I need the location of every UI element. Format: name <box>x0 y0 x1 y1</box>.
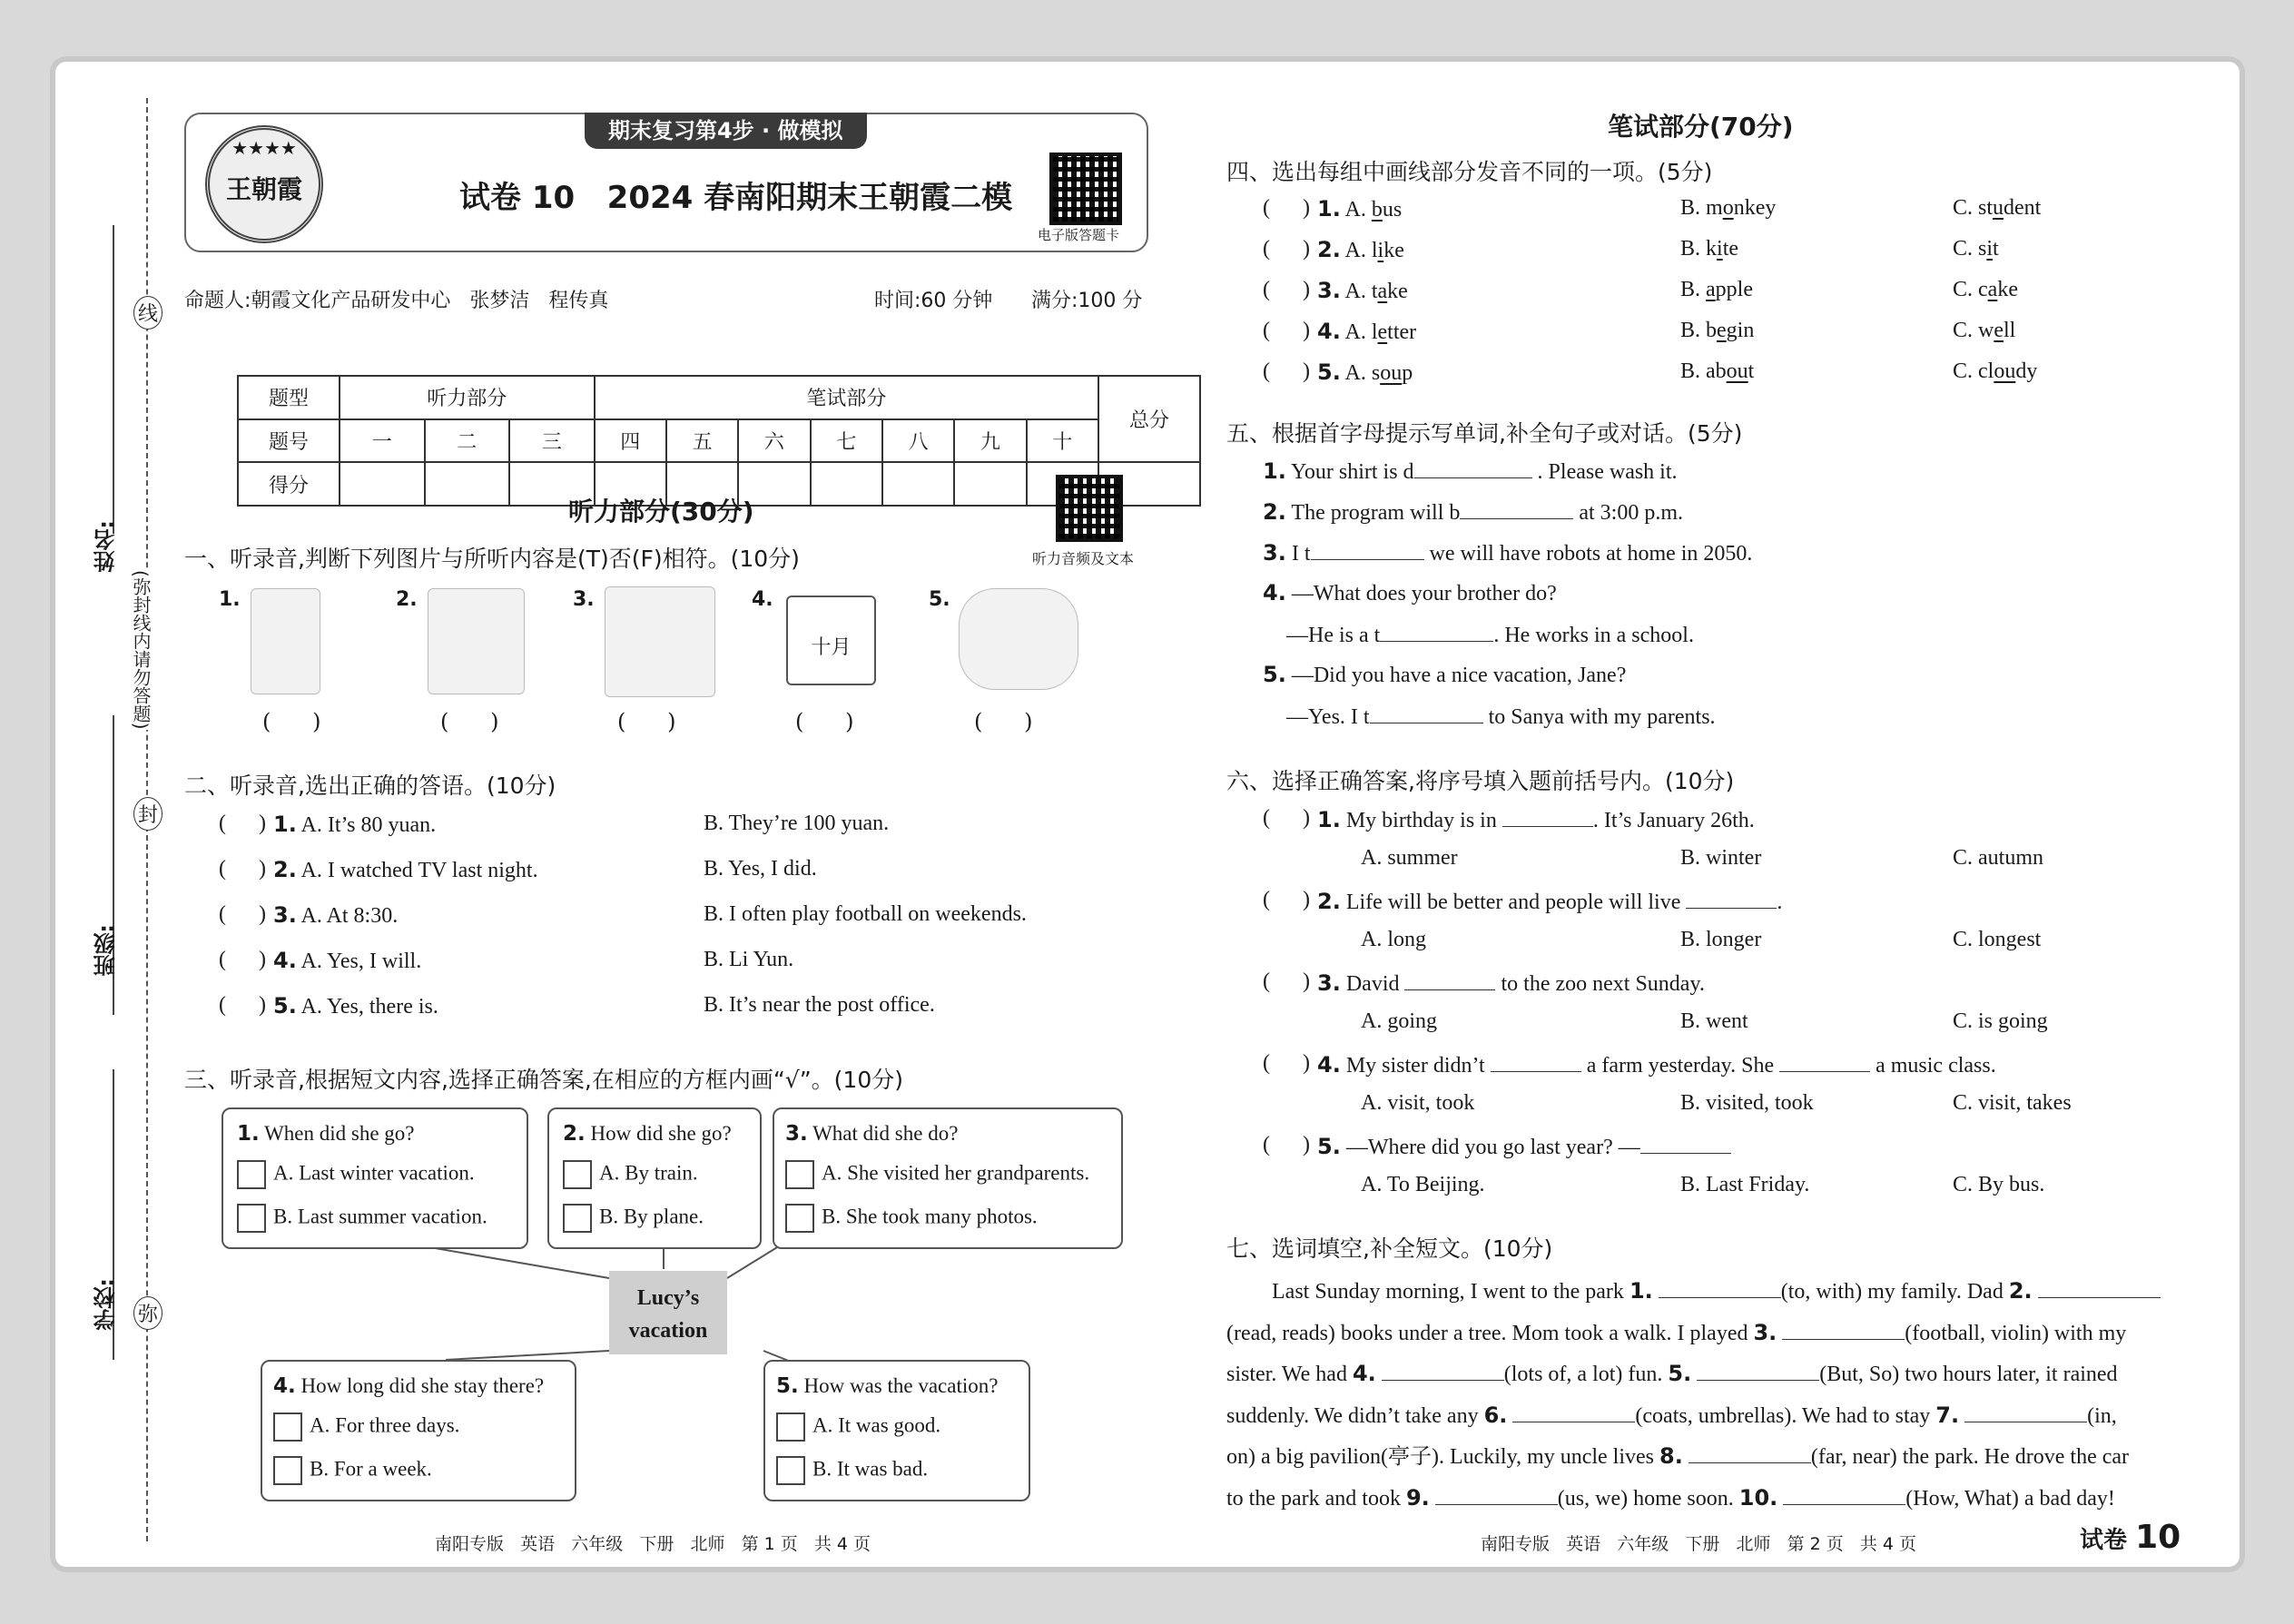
question-box <box>763 1360 1030 1501</box>
option-a: A. It was good. <box>812 1413 941 1437</box>
mc-question: ( ) 5. —Where did you go last year? — A. To Beijing. B. Last Friday. C. By bus. <box>1263 1133 2045 1196</box>
footer-right: 南阳专版 英语 六年级 下册 北师 第 2 页 共 4 页 <box>1481 1534 1917 1554</box>
q-number: 1. <box>273 812 297 837</box>
option-a: A. visit, took <box>1361 1091 1475 1115</box>
question-text: How did she go? <box>590 1122 732 1145</box>
calendar-month: 十月 <box>811 636 852 659</box>
option-b: B. I often play football on weekends. <box>704 902 1027 926</box>
answer-paren[interactable]: ( ) <box>1263 278 1310 301</box>
seal-line-char: 线 <box>133 296 162 330</box>
section2-heading: 二、听录音,选出正确的答语。(10分) <box>184 773 556 799</box>
q-number: 3. <box>785 1122 808 1146</box>
q-number: 4. <box>1317 319 1341 344</box>
picture-number: 5. <box>929 588 950 611</box>
logo-text: 王朝霞 <box>225 174 302 204</box>
section3-heading: 三、听录音,根据短文内容,选择正确答案,在相应的方框内画“√”。(10分) <box>184 1067 903 1093</box>
fill-line: —He is a t . He works in a school. <box>1263 621 2171 662</box>
score-table-score-label: 得分 <box>238 462 340 506</box>
option-a: A. Yes, I will. <box>300 950 422 973</box>
option-c: C. well <box>1953 319 2016 342</box>
picture-number: 1. <box>219 588 241 611</box>
cloze-line: Last Sunday morning, I went to the park 1. (to, with) my family. Dad 2. <box>1226 1271 2234 1313</box>
option-c: C. student <box>1953 196 2042 220</box>
phonics-row <box>1263 278 2225 319</box>
score-table-number-label: 题号 <box>238 419 340 463</box>
picture-number: 2. <box>396 588 418 611</box>
brand-logo: ★★★★ 王朝霞 <box>205 125 323 243</box>
score-table-number: 七 <box>811 419 882 463</box>
fill-line: —Yes. I t to Sanya with my parents. <box>1263 703 2171 743</box>
class-label: 班级: <box>94 924 119 977</box>
cloze-line: suddenly. We didn’t take any 6. (coats, umbrellas). We had to stay 7. (in, <box>1226 1402 2117 1428</box>
q-number: 4. <box>273 948 297 973</box>
answer-blank[interactable] <box>1311 539 1424 560</box>
option-b: B. Last Friday. <box>1680 1173 1810 1196</box>
section5-heading: 五、根据首字母提示写单词,补全句子或对话。(5分) <box>1226 420 1743 447</box>
score-table-number: 一 <box>340 419 425 463</box>
answer-paren[interactable]: ( ) <box>219 948 266 971</box>
answer-paren[interactable]: ( ) <box>617 709 676 734</box>
option-b: B. monkey <box>1680 196 1777 220</box>
question-box <box>261 1360 576 1501</box>
answer-blank[interactable] <box>1435 1484 1558 1505</box>
audio-qr-label: 听力音频及文本 <box>1032 550 1135 567</box>
answer-blank[interactable] <box>1491 1051 1581 1072</box>
option-a: A. summer <box>1361 846 1458 870</box>
score-table-writing-header: 笔试部分 <box>595 376 1098 419</box>
question-text: How long did she stay there? <box>300 1374 545 1397</box>
cloze-line: to the park and took 9. (us, we) home soon. 10. (How, What) a bad day! <box>1226 1484 2115 1511</box>
cloze-line: on) a big pavilion(亭子). Luckily, my uncle lives 8. (far, near) the park. He drove the car <box>1226 1443 2130 1469</box>
answer-paren[interactable]: ( ) <box>1263 237 1310 261</box>
answer-checkbox[interactable] <box>785 1204 814 1233</box>
option-c: C. longest <box>1953 928 2042 951</box>
q-number: 2. <box>1317 237 1341 262</box>
answer-blank[interactable] <box>1689 1442 1811 1463</box>
option-c: C. sit <box>1953 237 1999 261</box>
option-b: B. apple <box>1680 278 1753 301</box>
q-number: 2. <box>273 857 297 882</box>
option-b: B. begin <box>1680 319 1755 342</box>
option-a: A. At 8:30. <box>300 904 399 928</box>
option-b: B. Li Yun. <box>704 948 794 971</box>
exam-title: 试卷 10 2024 春南阳期末王朝霞二模 <box>459 180 1013 216</box>
section5-list <box>1263 458 2171 743</box>
seal-note: (弥封线内请勿答题) <box>128 570 154 730</box>
option-b: B. went <box>1680 1009 1748 1033</box>
fill-line: 5. —Did you have a nice vacation, Jane? <box>1263 662 1627 687</box>
phonics-row <box>1263 196 2225 237</box>
cloze-line: (read, reads) books under a tree. Mom took a walk. I played 3. (football, violin) with my <box>1226 1319 2127 1345</box>
answer-paren[interactable]: ( ) <box>1263 319 1310 342</box>
score-table-number: 四 <box>595 419 666 463</box>
answer-paren[interactable]: ( ) <box>1263 969 1310 993</box>
option-a: A. letter <box>1344 320 1417 344</box>
exam-tag-label: 试卷 <box>2080 1527 2128 1554</box>
answer-paren[interactable]: ( ) <box>1263 806 1310 830</box>
answer-blank[interactable] <box>1382 1360 1504 1381</box>
option-b: B. Yes, I did. <box>704 857 817 881</box>
answer-checkbox[interactable] <box>237 1160 266 1189</box>
mc-question: ( ) 1. My birthday is in . It’s January 26th. A. summer B. winter C. autumn <box>1263 806 2043 870</box>
question-box <box>222 1107 528 1249</box>
option-a: A. I watched TV last night. <box>300 859 538 882</box>
answer-paren[interactable]: ( ) <box>1263 196 1310 220</box>
answer-paren[interactable]: ( ) <box>440 709 499 734</box>
answer-blank[interactable] <box>1783 1484 1905 1505</box>
answer-paren[interactable]: ( ) <box>219 902 266 926</box>
score-table-total-header: 总分 <box>1098 376 1200 462</box>
answer-checkbox[interactable] <box>563 1204 592 1233</box>
q-number: 4. <box>273 1374 296 1398</box>
phonics-row <box>1263 359 2225 400</box>
option-c: C. cake <box>1953 278 2018 301</box>
school-label: 学校: <box>94 1278 119 1331</box>
answer-paren[interactable]: ( ) <box>1263 1133 1310 1156</box>
question-box <box>547 1107 762 1249</box>
option-c: C. cloudy <box>1953 359 2038 383</box>
score-table-number: 八 <box>882 419 954 463</box>
section4-heading: 四、选出每组中画线部分发音不同的一项。(5分) <box>1226 159 1713 185</box>
fill-line: 3. I t we will have robots at home in 2050. <box>1263 540 1753 566</box>
answer-blank[interactable] <box>1697 1360 1819 1381</box>
answer-paren[interactable]: ( ) <box>219 812 266 835</box>
mc-question: ( ) 3. David to the zoo next Sunday. A. going B. went C. is going <box>1263 969 2048 1033</box>
answer-checkbox[interactable] <box>776 1412 805 1442</box>
score-table-number: 九 <box>954 419 1026 463</box>
option-b: B. winter <box>1680 846 1762 870</box>
answer-blank[interactable] <box>1512 1402 1635 1422</box>
cloze-line: sister. We had 4. (lots of, a lot) fun. 5. (But, So) two hours later, it rained <box>1226 1361 2118 1386</box>
answer-blank[interactable] <box>1779 1051 1870 1072</box>
writing-title: 笔试部分(70分) <box>1608 112 1794 142</box>
q-number: 5. <box>1317 359 1341 385</box>
exam-sheet <box>50 56 2245 1572</box>
option-c: C. autumn <box>1953 846 2043 870</box>
option-c: C. visit, takes <box>1953 1091 2072 1115</box>
option-a: A. take <box>1344 280 1408 303</box>
answer-card-qr-label: 电子版答题卡 <box>1038 227 1120 243</box>
score-table-type-header: 题型 <box>238 376 340 419</box>
answer-checkbox[interactable] <box>563 1160 592 1189</box>
answer-blank[interactable] <box>1414 458 1532 478</box>
time-limit: 时间:60 分钟 <box>874 290 993 312</box>
q-number: 5. <box>273 993 297 1019</box>
answer-blank[interactable] <box>1782 1319 1905 1340</box>
answer-blank[interactable] <box>1659 1277 1781 1298</box>
answer-paren[interactable]: ( ) <box>795 709 854 734</box>
answer-checkbox[interactable] <box>776 1456 805 1485</box>
option-c: C. is going <box>1953 1009 2048 1033</box>
fill-line: 2. The program will b at 3:00 p.m. <box>1263 499 1684 525</box>
answer-paren[interactable]: ( ) <box>219 993 266 1017</box>
mindmap-center: Lucy’s vacation <box>609 1271 727 1354</box>
score-table-number: 十 <box>1027 419 1098 463</box>
answer-paren[interactable]: ( ) <box>1263 888 1310 911</box>
section6-heading: 六、选择正确答案,将序号填入题前括号内。(10分) <box>1226 768 1735 794</box>
option-a: A. Last winter vacation. <box>273 1161 475 1185</box>
answer-blank[interactable] <box>2038 1277 2161 1298</box>
option-b: B. about <box>1680 359 1755 383</box>
section6-list <box>1263 806 2225 1215</box>
answer-checkbox[interactable] <box>273 1412 302 1442</box>
q-number: 1. <box>1317 196 1341 221</box>
option-b: B. longer <box>1680 928 1762 951</box>
mc-question: ( ) 4. My sister didn’t a farm yesterday. She a music class. A. visit, took B. visited, took C. visit, takes <box>1263 1051 2072 1115</box>
cloze-passage <box>1226 1271 2234 1519</box>
option-a: A. going <box>1361 1009 1437 1033</box>
answer-blank[interactable] <box>1370 703 1483 723</box>
answer-blank[interactable] <box>1964 1402 2087 1422</box>
option-a: A. It’s 80 yuan. <box>300 813 437 837</box>
fill-line: 4. —What does your brother do? <box>1263 580 1557 605</box>
answer-checkbox[interactable] <box>237 1204 266 1233</box>
fill-line: 1. Your shirt is d . Please wash it. <box>1263 458 1678 484</box>
answer-blank[interactable] <box>1404 969 1495 990</box>
option-c: C. By bus. <box>1953 1173 2045 1196</box>
score-table-number: 二 <box>425 419 510 463</box>
answer-blank[interactable] <box>1686 888 1777 909</box>
authors: 命题人:朝霞文化产品研发中心 张梦洁 程传真 <box>184 290 609 312</box>
answer-checkbox[interactable] <box>785 1160 814 1189</box>
q-number: 5. <box>776 1374 799 1398</box>
answer-paren[interactable]: ( ) <box>219 857 266 881</box>
exam-tag-number: 10 <box>2135 1519 2181 1556</box>
listening-title: 听力部分(30分) <box>568 497 754 527</box>
name-label: 姓名: <box>94 520 119 573</box>
option-a: A. soup <box>1344 361 1413 385</box>
score-table-number: 五 <box>666 419 738 463</box>
full-score: 满分:100 分 <box>1031 290 1143 312</box>
q-number: 3. <box>273 902 297 928</box>
q-number: 1. <box>237 1122 260 1146</box>
mc-question: ( ) 2. Life will be better and people will live . A. long B. longer C. longest <box>1263 888 2042 951</box>
score-table-number: 三 <box>509 419 595 463</box>
option-b: B. By plane. <box>599 1205 704 1228</box>
answer-blank[interactable] <box>1380 621 1493 642</box>
seal-char: 封 <box>133 797 162 831</box>
section7-heading: 七、选词填空,补全短文。(10分) <box>1226 1235 1553 1262</box>
footer-left: 南阳专版 英语 六年级 下册 北师 第 1 页 共 4 页 <box>435 1534 871 1554</box>
answer-paren[interactable]: ( ) <box>1263 359 1310 383</box>
section1-heading: 一、听录音,判断下列图片与所听内容是(T)否(F)相符。(10分) <box>184 546 800 572</box>
score-table-listening-header: 听力部分 <box>340 376 595 419</box>
question-text: How was the vacation? <box>803 1374 999 1397</box>
answer-checkbox[interactable] <box>273 1456 302 1485</box>
answer-paren[interactable]: ( ) <box>1263 1051 1310 1075</box>
answer-blank[interactable] <box>1640 1133 1731 1154</box>
question-text: When did she go? <box>264 1122 415 1145</box>
q-number: 3. <box>1317 278 1341 303</box>
answer-paren[interactable]: ( ) <box>262 709 321 734</box>
question-box <box>773 1107 1123 1249</box>
option-b: B. It was bad. <box>812 1457 929 1481</box>
option-a: A. To Beijing. <box>1361 1173 1485 1196</box>
option-a: A. Yes, there is. <box>300 995 438 1019</box>
seal-mi-char: 弥 <box>133 1296 162 1330</box>
score-table-number: 六 <box>738 419 810 463</box>
step-label: 期末复习第4步 · 做模拟 <box>585 113 867 149</box>
option-b: B. For a week. <box>310 1457 432 1481</box>
question-text: What did she do? <box>812 1122 959 1145</box>
section4-list <box>1263 196 2225 400</box>
answer-blank[interactable] <box>1460 498 1573 519</box>
option-b: B. visited, took <box>1680 1091 1814 1115</box>
option-b: B. It’s near the post office. <box>704 993 935 1017</box>
option-a: A. She visited her grandparents. <box>822 1161 1090 1185</box>
option-a: A. bus <box>1344 198 1403 221</box>
option-a: A. long <box>1361 928 1426 951</box>
option-b: B. kite <box>1680 237 1739 261</box>
picture-number: 3. <box>573 588 595 611</box>
exam-tag <box>2080 1519 2181 1556</box>
answer-blank[interactable] <box>1502 806 1593 827</box>
answer-paren[interactable]: ( ) <box>974 709 1033 734</box>
q-number: 2. <box>563 1122 586 1146</box>
phonics-row <box>1263 237 2225 278</box>
option-b: B. She took many photos. <box>822 1205 1038 1228</box>
option-a: A. By train. <box>599 1161 698 1185</box>
option-a: A. like <box>1344 239 1404 262</box>
option-a: A. For three days. <box>310 1413 460 1437</box>
option-b: B. They’re 100 yuan. <box>704 812 890 835</box>
phonics-row <box>1263 319 2225 359</box>
option-b: B. Last summer vacation. <box>273 1205 487 1228</box>
picture-number: 4. <box>752 588 773 611</box>
